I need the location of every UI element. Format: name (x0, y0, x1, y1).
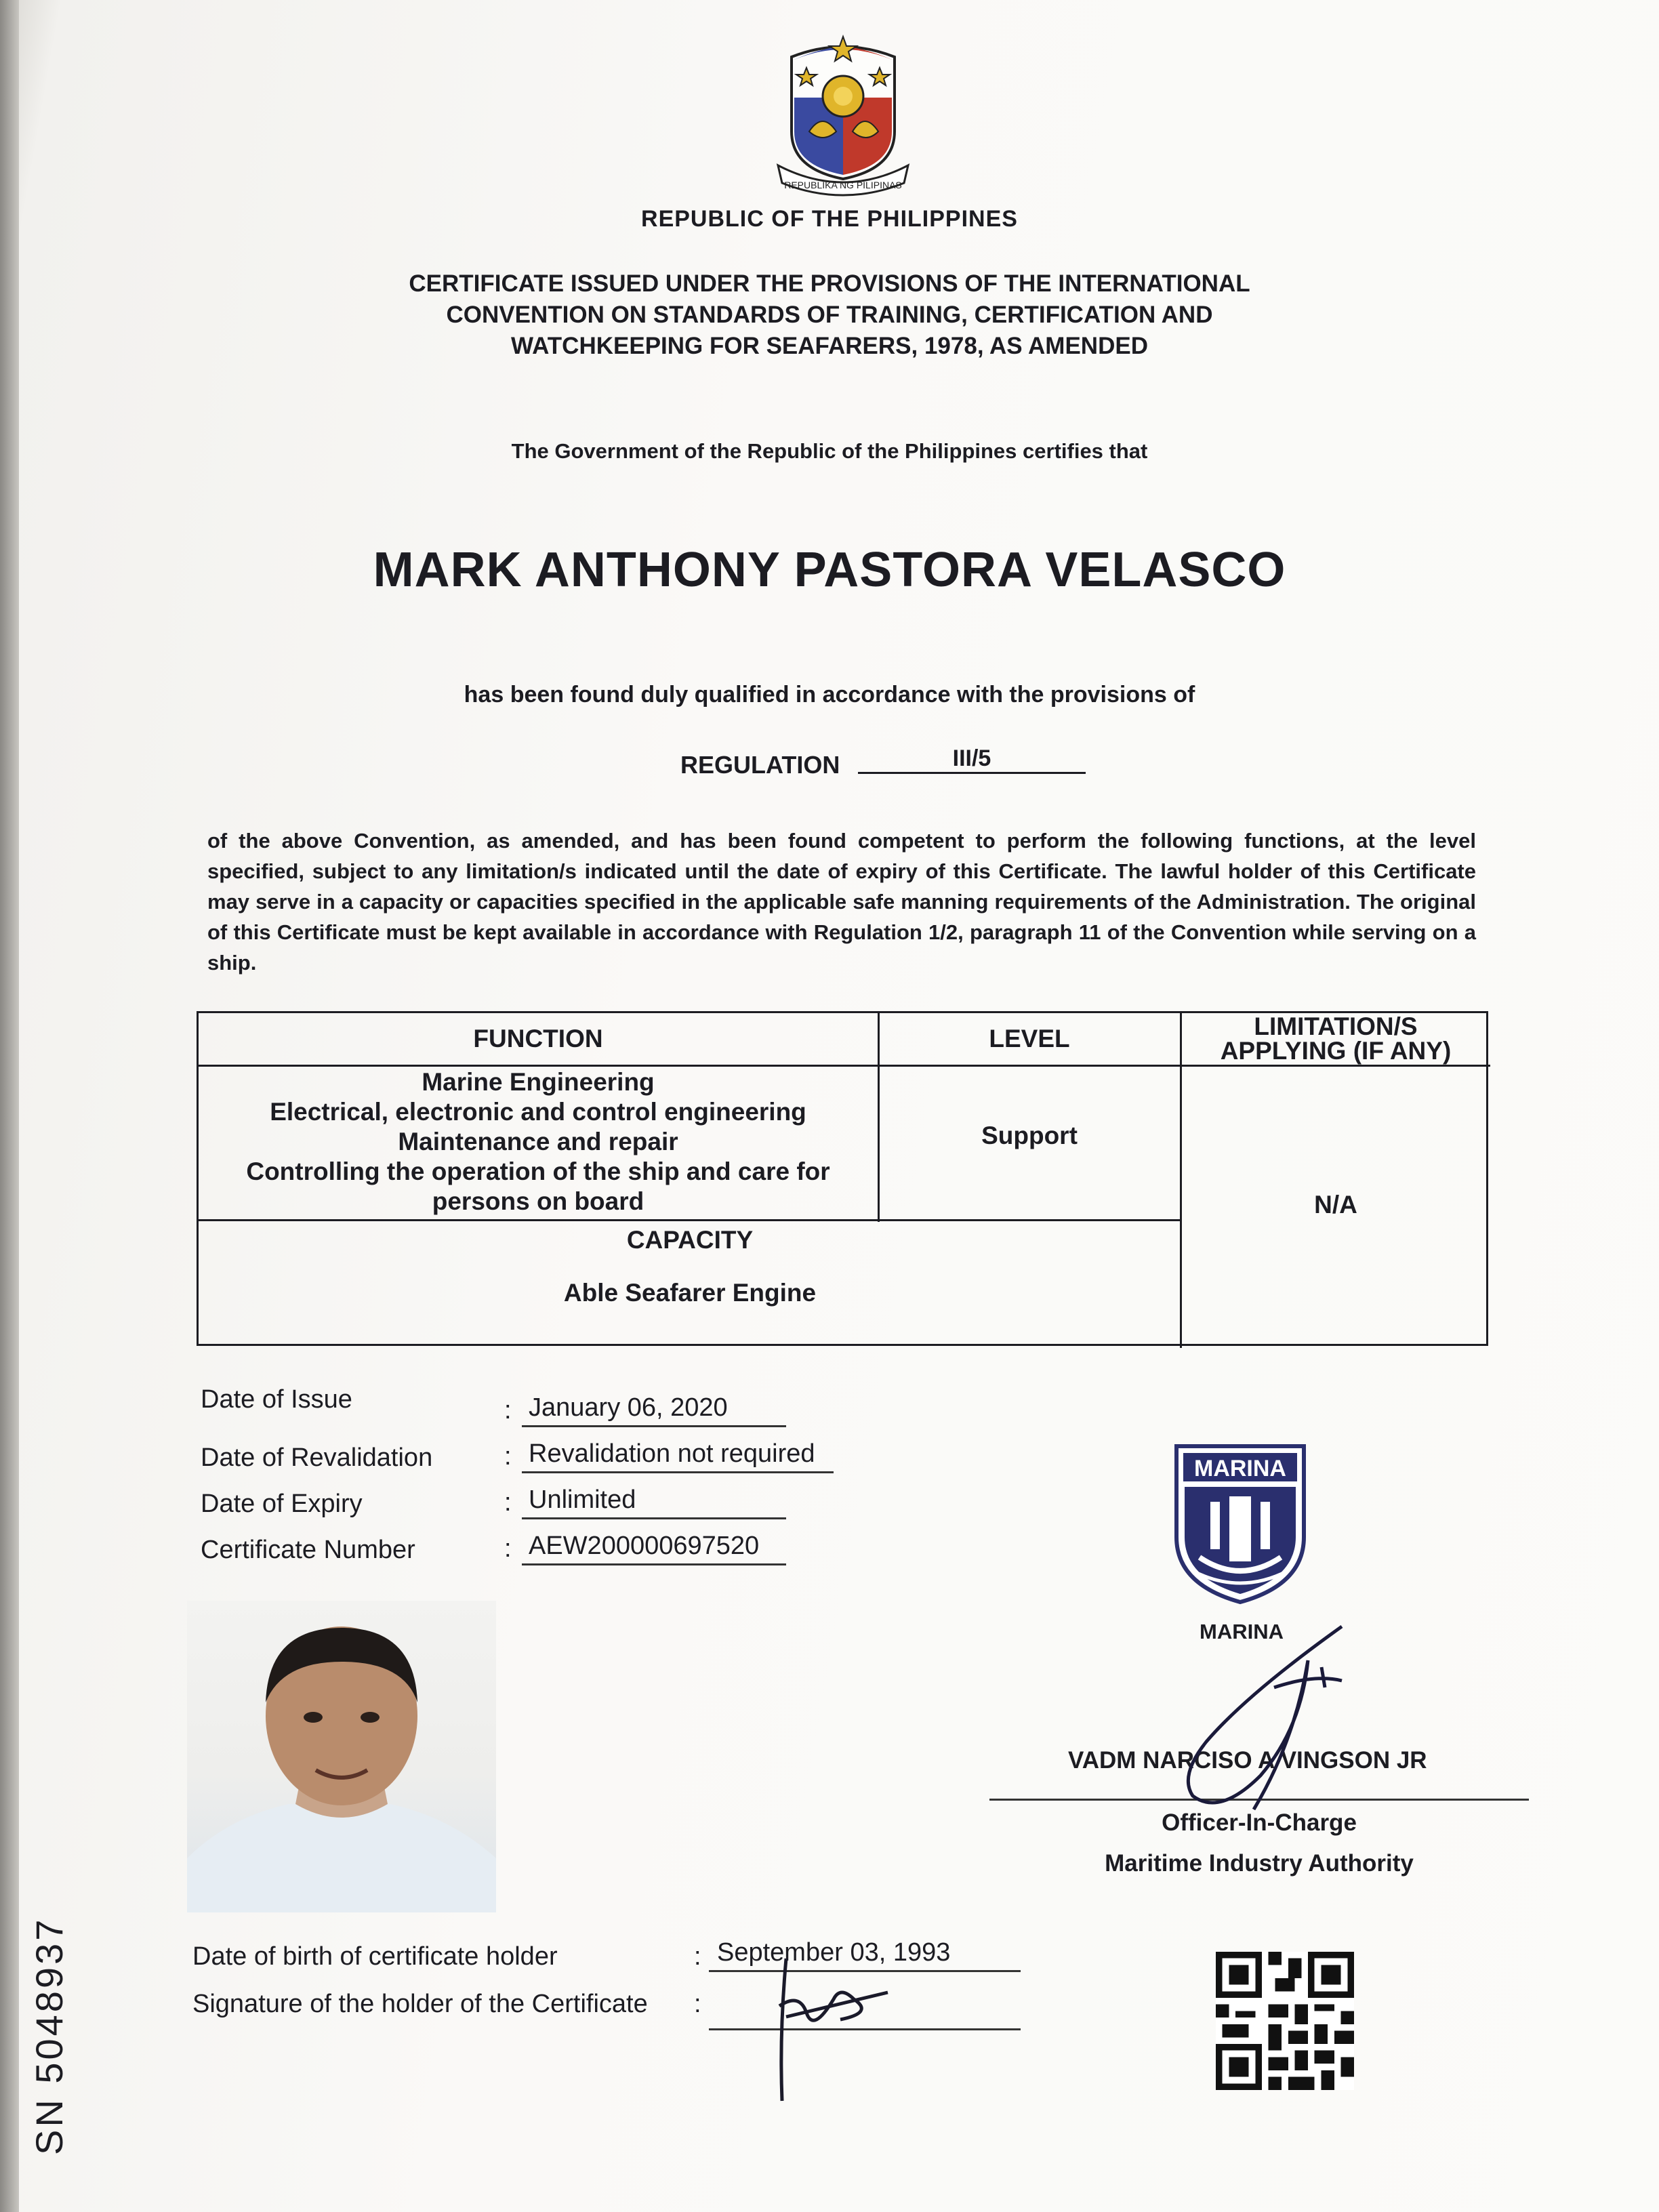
regulation-label: REGULATION (680, 751, 840, 779)
date-of-issue-label: Date of Issue (201, 1385, 352, 1414)
date-of-revalidation-label: Date of Revalidation (201, 1443, 433, 1472)
holder-signature-icon (759, 1952, 895, 2114)
holder-name: MARK ANTHONY PASTORA VELASCO (373, 543, 1286, 597)
holder-photo (187, 1601, 496, 1912)
limitation-header-line: LIMITATION/S (1254, 1012, 1418, 1040)
function-list (199, 1067, 878, 1216)
capacity-header: CAPACITY (626, 1226, 754, 1254)
marina-logo-text: MARINA (1194, 1456, 1286, 1481)
marina-label: MARINA (1200, 1620, 1284, 1643)
date-of-issue-value: January 06, 2020 (522, 1393, 786, 1427)
date-of-expiry-value: Unlimited (522, 1486, 786, 1519)
function-item: Controlling the operation of the ship and care for (246, 1158, 830, 1185)
birth-date-value: September 03, 1993 (709, 1938, 1021, 1972)
holder-portrait-icon (187, 1601, 496, 1912)
certifies-statement: The Government of the Republic of the Philippines certifies that (511, 439, 1148, 463)
limitation-header-line: APPLYING (IF ANY) (1220, 1037, 1452, 1065)
officer-organization: Maritime Industry Authority (1105, 1850, 1414, 1877)
qualified-statement: has been found duly qualified in accordance with the provisions of (464, 682, 1195, 708)
limitation-value: N/A (1314, 1191, 1357, 1218)
convention-line: CERTIFICATE ISSUED UNDER THE PROVISIONS OF THE INTERNATIONAL (409, 270, 1250, 297)
officer-name: VADM NARCISO A VINGSON JR (1068, 1747, 1427, 1774)
date-of-revalidation-value: Revalidation not required (522, 1439, 834, 1473)
function-item: Maintenance and repair (398, 1128, 678, 1155)
level-value: Support (981, 1122, 1078, 1149)
officer-title: Officer-In-Charge (1162, 1809, 1357, 1836)
function-item: Electrical, electronic and control engineering (270, 1098, 806, 1126)
functions-table (197, 1011, 1488, 1346)
serial-number: SN 5048937 (28, 1917, 70, 2155)
officer-signature-icon (1139, 1606, 1382, 1830)
marina-logo-icon (1172, 1442, 1308, 1605)
certificate-number-value: AEW200000697520 (522, 1532, 786, 1565)
certificate-page: REPUBLIKA NG PILIPINAS REPUBLIC OF THE PHILIPPINES CERTIFICATE ISSUED UNDER THE PROVISIONS OF THE INTERNATIONAL CONVENTION ON STANDARDS OF TRAINING, CERTIFICATION AND WATCHKEEPING FOR SEAFARERS, 1978, AS AMENDED The Government of the Republic of the Philippines certifies that MARK ANTHONY PASTORA VELASCO has been found duly qualified in accordance with the provisions of REGULATION III/5 of the above Convention, as amended, and has been found competent to perform the following functions, at the level specified, subject to any limitation/s indicated until the date of expiry of this Certificate. The lawful holder of this Certificate may serve in a capacity or capacities specified in the applicable safe manning requirements of the Administration. The original of this Certificate must be kept available in accordance with Regulation 1/2, paragraph 11 of the Convention while serving on a ship. FUNCTION LEVEL LIMITATION/S APPLYING (IF ANY) Marine Engineering Electrical, electronic and control engineering Maintenance and repair Controlling the operation of the ship and care for persons on board Support N/A CAPACITY Able Seafarer Engine Date of Issue : January 06, 2020 Date of Revalidation : Revalidation not required Date of Expiry : Unlimited Certificate Number : AEW200000697520 MARINA MARINA VADM NARCISO A VINGSON JR Officer-In-Charge Maritime Industry Authority Date of birth of certificate holder : September 03, 1993 Signature of the holder of the Certificate : SN 5048937 (0, 0, 1659, 2212)
date-of-expiry-label: Date of Expiry (201, 1490, 363, 1518)
function-item: Marine Engineering (422, 1068, 655, 1096)
republic-heading: REPUBLIC OF THE PHILIPPINES (641, 206, 1018, 232)
certificate-number-label: Certificate Number (201, 1536, 415, 1564)
qr-code-icon (1216, 1952, 1354, 2090)
convention-line: WATCHKEEPING FOR SEAFARERS, 1978, AS AMENDED (511, 333, 1148, 359)
capacity-value: Able Seafarer Engine (563, 1279, 817, 1307)
level-header: LEVEL (989, 1025, 1070, 1052)
convention-line: CONVENTION ON STANDARDS OF TRAINING, CERTIFICATION AND (446, 302, 1213, 328)
regulation-value: III/5 (858, 745, 1086, 774)
philippine-coat-of-arms-icon (764, 30, 922, 201)
function-item: persons on board (432, 1187, 644, 1215)
seal-text: REPUBLIKA NG PILIPINAS (784, 180, 902, 190)
limitation-header (1181, 1013, 1490, 1065)
holder-signature-label: Signature of the holder of the Certificate (192, 1990, 648, 2018)
birth-date-label: Date of birth of certificate holder (192, 1942, 558, 1971)
convention-heading (0, 268, 1659, 362)
competence-paragraph: of the above Convention, as amended, and has been found competent to perform the following functions, at the level specified, subject to any limitation/s indicated until the date of expiry of this Certificate. The lawful holder of this Certificate may serve in a capacity or capacities specified in the applicable safe manning requirements of the Administration. The original of this Certificate must be kept available in accordance with Regulation 1/2, paragraph 11 of the Convention while serving on a ship. (207, 829, 1476, 975)
function-header: FUNCTION (473, 1025, 603, 1052)
